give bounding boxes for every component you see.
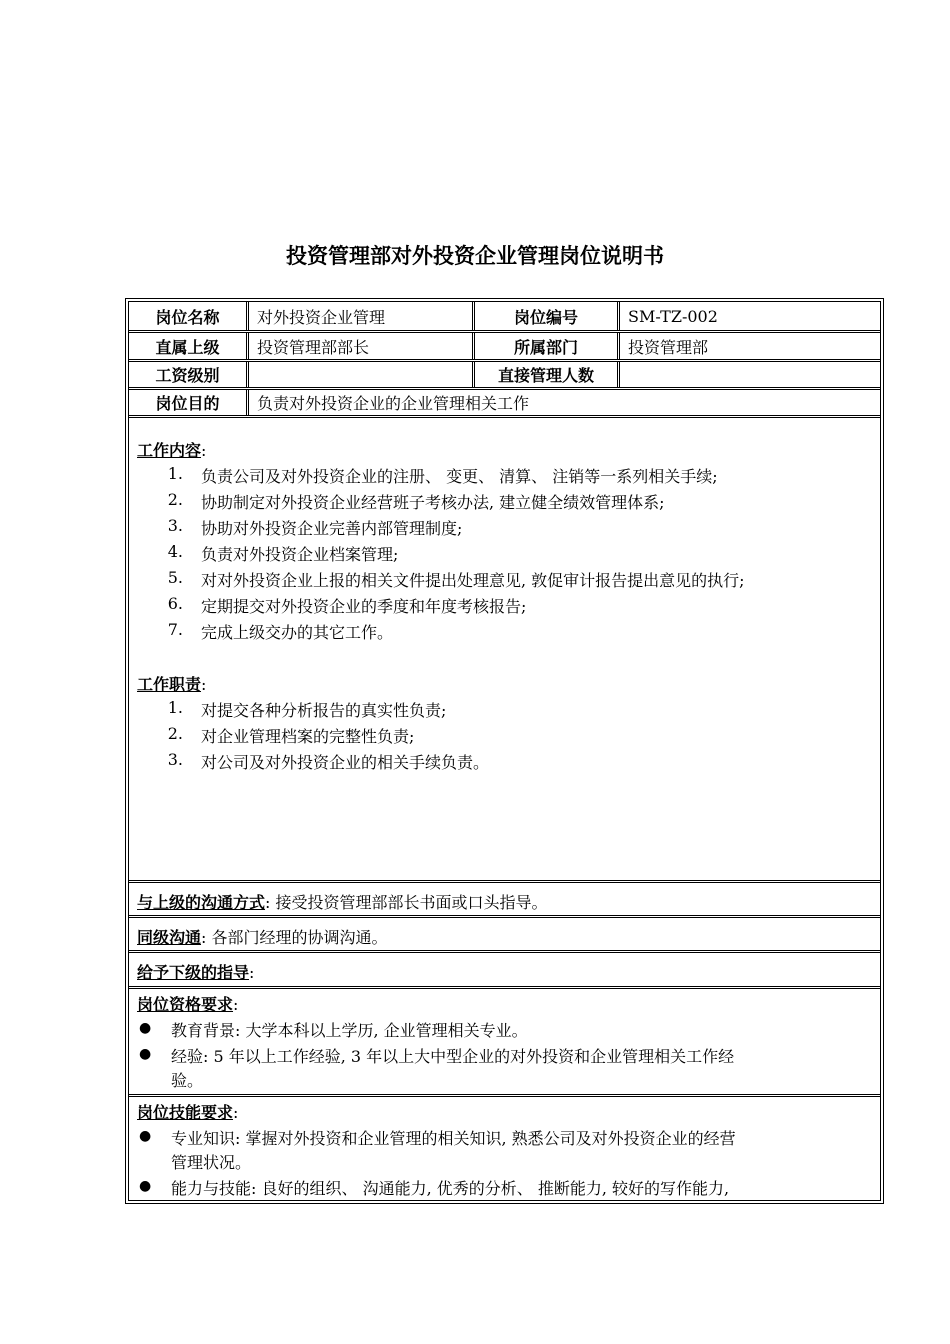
qualification-section <box>129 986 880 1094</box>
bullet-icon: ● <box>139 1128 152 1144</box>
table-inner <box>128 301 881 1201</box>
label-salary-grade: 工资级别 <box>155 366 220 385</box>
list-item: 5. 对对外投资企业上报的相关文件提出处理意见, 敦促审计报告提出意见的执行; <box>167 568 745 590</box>
label-purpose: 岗位目的 <box>155 394 220 413</box>
list-item: 1. 负责公司及对外投资企业的注册、 变更、 清算、 注销等一系列相关手续; <box>167 464 718 486</box>
job-description-table <box>125 298 884 1204</box>
value-direct-reports <box>617 362 880 387</box>
list-item: 专业知识: 掌握对外投资和企业管理的相关知识, 熟悉公司及对外投资企业的经营 <box>171 1129 736 1148</box>
work-section <box>129 418 880 883</box>
table-row-position-name <box>129 302 880 333</box>
table-row-superior <box>129 333 880 362</box>
bullet-icon: ● <box>139 1046 152 1062</box>
value-department: 投资管理部 <box>617 333 880 359</box>
list-item: 2. 对企业管理档案的完整性负责; <box>167 724 415 746</box>
page-title: 投资管理部对外投资企业管理岗位说明书 <box>286 244 664 268</box>
label-direct-reports: 直接管理人数 <box>472 362 617 387</box>
work-duty-heading: 工作职责: <box>137 675 207 694</box>
list-item: 6. 定期提交对外投资企业的季度和年度考核报告; <box>167 594 527 616</box>
list-item: 3. 对公司及对外投资企业的相关手续负责。 <box>167 750 490 772</box>
list-item: 能力与技能: 良好的组织、 沟通能力, 优秀的分析、 推断能力, 较好的写作能力, <box>171 1179 730 1198</box>
list-item: 2. 协助制定对外投资企业经营班子考核办法, 建立健全绩效管理体系; <box>167 490 665 512</box>
skills-section <box>129 1094 880 1200</box>
label-department: 所属部门 <box>472 333 617 359</box>
value-salary-grade <box>246 362 472 387</box>
communication-superior-row <box>129 880 880 915</box>
communication-peer-row <box>129 915 880 950</box>
work-content-heading: 工作内容: <box>137 441 207 460</box>
guidance-subordinate-text: 给予下级的指导: <box>137 963 255 982</box>
communication-superior-text: 与上级的沟通方式: 接受投资管理部部长书面或口头指导。 <box>137 893 548 912</box>
label-superior: 直属上级 <box>155 337 220 357</box>
list-item: 经验: 5 年以上工作经验, 3 年以上大中型企业的对外投资和企业管理相关工作经 <box>171 1047 735 1066</box>
qualification-heading: 岗位资格要求: <box>137 995 239 1014</box>
list-item: 3. 协助对外投资企业完善内部管理制度; <box>167 516 463 538</box>
communication-peer-text: 同级沟通: 各部门经理的协调沟通。 <box>137 928 388 947</box>
table-row-salary-grade <box>129 362 880 390</box>
list-item: 教育背景: 大学本科以上学历, 企业管理相关专业。 <box>171 1021 528 1040</box>
list-item: 1. 对提交各种分析报告的真实性负责; <box>167 698 447 720</box>
guidance-subordinate-row <box>129 950 880 986</box>
bullet-icon: ● <box>139 1178 152 1194</box>
value-position-name: 对外投资企业管理 <box>246 302 472 330</box>
value-purpose: 负责对外投资企业的企业管理相关工作 <box>246 390 880 415</box>
bullet-icon: ● <box>139 1020 152 1036</box>
value-position-code: SM-TZ-002 <box>617 302 880 330</box>
list-item-continued: 验。 <box>171 1071 204 1090</box>
list-item: 4. 负责对外投资企业档案管理; <box>167 542 399 564</box>
skills-heading: 岗位技能要求: <box>137 1103 239 1122</box>
list-item: 7. 完成上级交办的其它工作。 <box>167 620 394 642</box>
value-superior: 投资管理部部长 <box>246 333 472 359</box>
table-row-purpose <box>129 390 880 418</box>
list-item-continued: 管理状况。 <box>171 1153 252 1172</box>
label-position-name: 岗位名称 <box>155 307 220 327</box>
label-position-code: 岗位编号 <box>472 302 617 330</box>
